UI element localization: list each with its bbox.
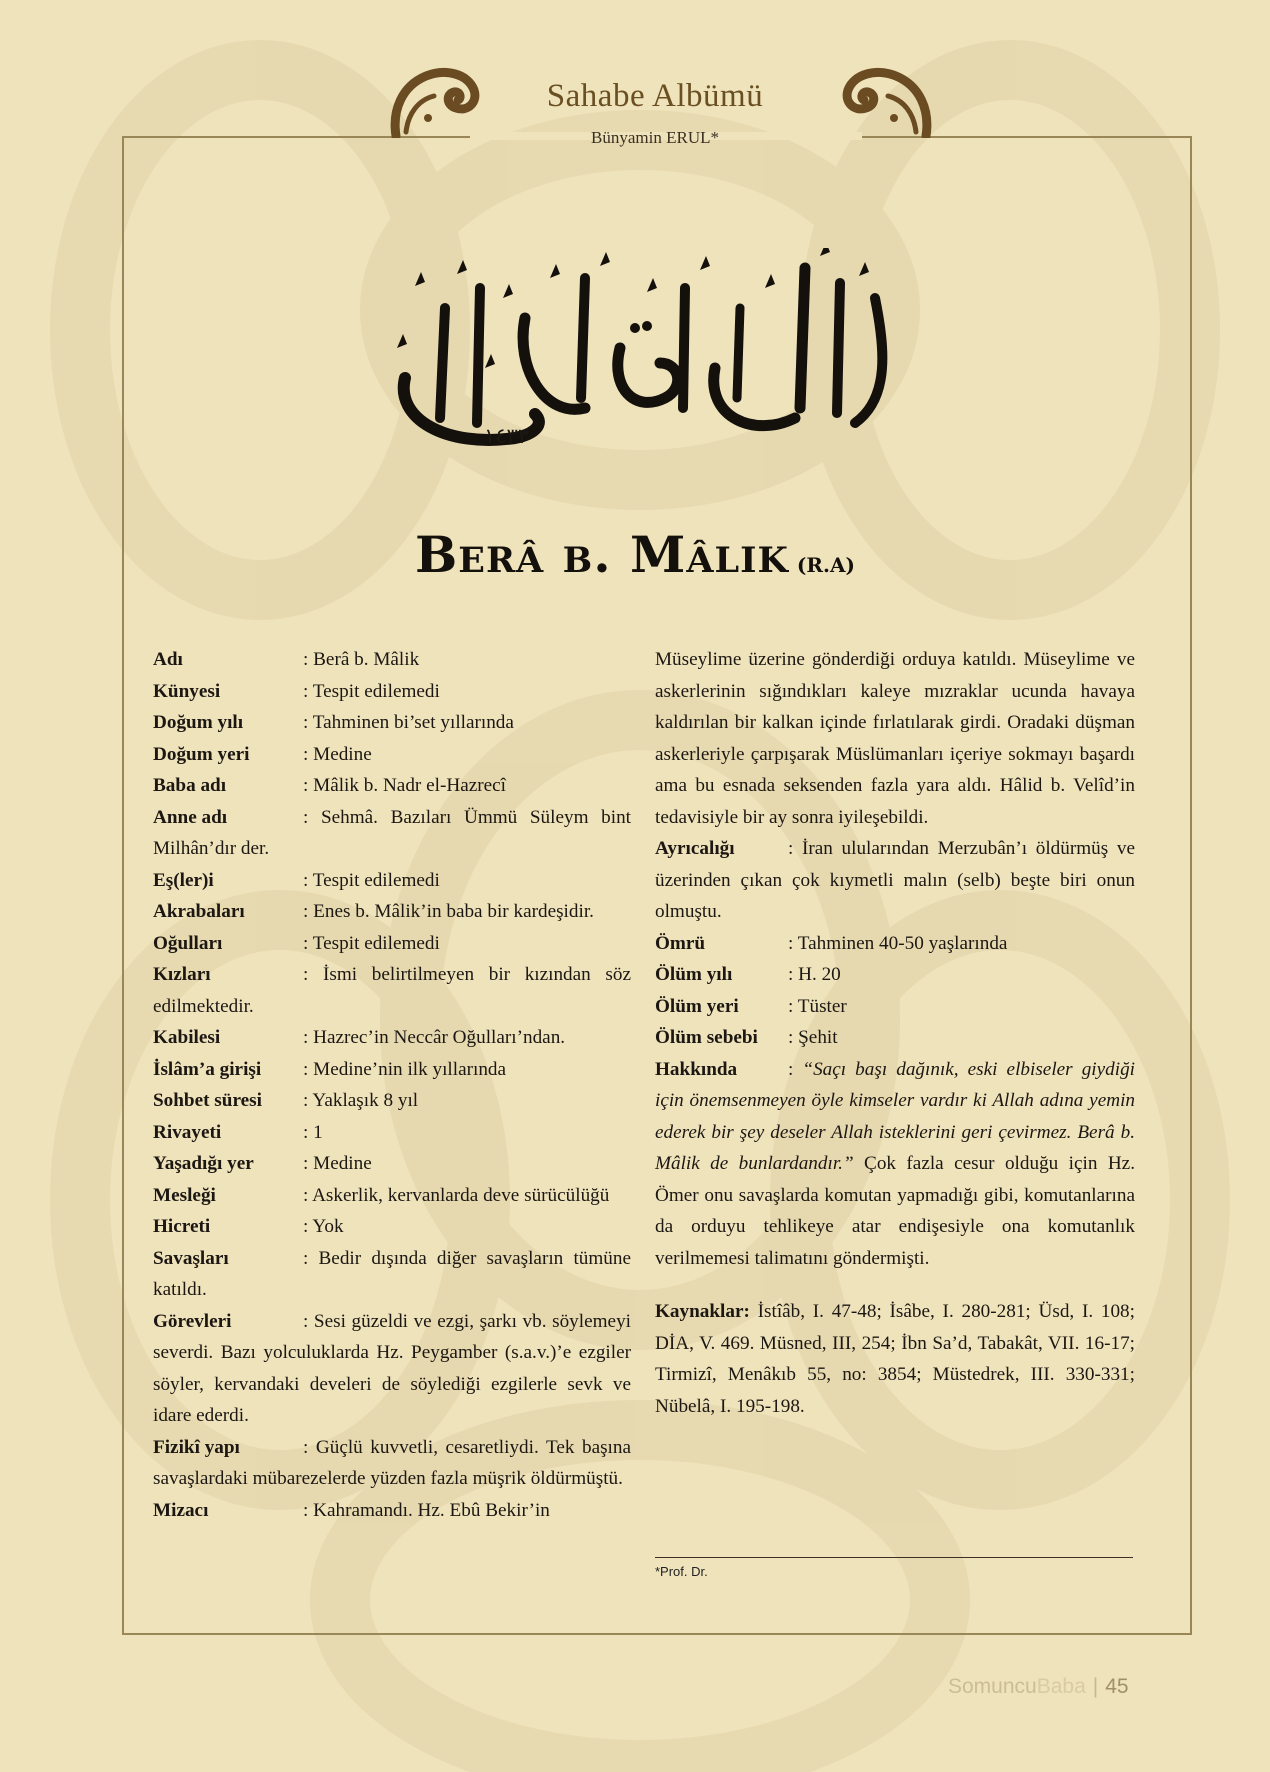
info-value: : Bedir dışında diğer savaşların tümüne katıldı.	[153, 1247, 631, 1300]
info-entry	[153, 739, 631, 771]
footer-brand	[948, 1675, 1129, 1699]
info-entry	[153, 802, 631, 865]
info-label: Akrabaları	[153, 901, 245, 922]
info-value: : Tüster	[788, 995, 847, 1017]
info-label: Anne adı	[153, 806, 228, 828]
info-label: Adı	[153, 649, 183, 670]
left-column	[153, 644, 631, 1526]
info-value: : Medine	[303, 743, 372, 765]
info-entry	[153, 1495, 631, 1527]
info-value: : Tespit edilemedi	[303, 680, 440, 702]
about-colon: :	[788, 1058, 803, 1080]
info-entry	[655, 833, 1135, 928]
author-name: Bünyamin ERUL*	[591, 128, 719, 147]
info-entry	[153, 1022, 631, 1054]
info-entry	[153, 1306, 631, 1432]
info-value: : Tahminen 40-50 yaşlarında	[788, 932, 1008, 954]
info-value: : Hazrec’in Neccâr Oğulları’ndan.	[303, 1027, 566, 1048]
page-number: 45	[1105, 1675, 1129, 1698]
sources-entry	[655, 1296, 1135, 1422]
info-entry	[655, 959, 1135, 991]
info-value: : Tespit edilemedi	[303, 869, 440, 891]
about-quote: “Saçı başı dağınık, eski elbiseler giydiği için önemsenmeyen öyle kimseler vardır ki Allah adına yemin ederek bir şey deseler Allah isteklerini geri çevirmez. Berâ b. Mâlik de bunlardandır.”	[655, 1058, 1135, 1174]
info-value: : Sehmâ. Bazıları Ümmü Süleym bint Milhân’dır der.	[153, 806, 631, 859]
about-text: Çok fazla cesur olduğu için Hz. Ömer onu savaşlarda komutan yapmadığı gibi, komutanlarına da orduyu tehlikeye atar endişesiyle ona komutanlık verilmemesi talimatını göndermişti.	[655, 1153, 1135, 1269]
arabic-calligraphy-image	[385, 248, 905, 468]
calligraphy-date-numerals: ١٤٣٣	[484, 424, 530, 448]
footnote: *Prof. Dr.	[655, 1564, 708, 1579]
info-value: : Şehit	[788, 1027, 838, 1048]
info-label: Ayrıcalığı	[655, 838, 735, 859]
section-title: Sahabe Albümü	[546, 78, 764, 114]
info-value: : Sesi güzeldi ve ezgi, şarkı vb. söylemeyi severdi. Bazı yolculuklarda Hz. Peygamber (s.a.v.)’e ezgiler söyler, kervandaki develeri de söylediği ezgilerle sevk ve idare ederdi.	[153, 1310, 631, 1426]
info-label: Ölüm yılı	[655, 964, 733, 985]
info-label: Görevleri	[153, 1310, 232, 1332]
info-value: : H. 20	[788, 964, 841, 985]
info-value: : Askerlik, kervanlarda deve sürücülüğü	[303, 1184, 610, 1206]
title-honorific: (R.A)	[796, 553, 855, 577]
info-entry	[655, 991, 1135, 1023]
about-label: Hakkında	[655, 1058, 738, 1080]
about-entry	[655, 1054, 1135, 1275]
info-entry	[153, 1432, 631, 1495]
info-label: Baba adı	[153, 775, 227, 796]
info-entry	[153, 928, 631, 960]
info-label: Yaşadığı yer	[153, 1153, 254, 1174]
info-entry	[153, 1085, 631, 1117]
footnote-divider	[655, 1557, 1133, 1558]
info-entry	[153, 707, 631, 739]
info-value: : Tahminen bi’set yıllarında	[303, 712, 514, 733]
info-value: : Yok	[303, 1216, 344, 1237]
info-label: İslâm’a girişi	[153, 1058, 262, 1080]
page-title	[200, 525, 1070, 584]
brand-part-b: Baba	[1036, 1675, 1086, 1698]
info-entry	[153, 1243, 631, 1306]
info-value: : İsmi belirtilmeyen bir kızından söz edilmektedir.	[153, 964, 631, 1017]
info-value: : Enes b. Mâlik’in baba bir kardeşidir.	[303, 901, 594, 922]
info-label: Ölüm sebebi	[655, 1027, 758, 1048]
sources-label: Kaynaklar:	[655, 1301, 750, 1322]
info-label: Mesleği	[153, 1184, 216, 1206]
right-column-continuation: Müseylime üzerine gönderdiği orduya katıldı. Müseylime ve askerlerinin sığındıkları kaleye mızraklar ucunda havaya kaldırılan bir kalkan içinde fırlatılarak girdi. Oradaki düşman askerleriyle çarpışarak Müslümanları içeriye sokmayı başardı ama bu esnada seksenden fazla yara aldı. Hâlid b. Velîd’in tedavisiyle bir ay sonra iyileşebildi.	[655, 649, 1135, 828]
info-entry	[153, 1054, 631, 1086]
info-entry	[655, 928, 1135, 960]
info-value: : Güçlü kuvvetli, cesaretliydi. Tek başına savaşlardaki mübarezelerde yüzden fazla müşrik öldürmüştü.	[153, 1436, 631, 1489]
info-value: : Medine	[303, 1153, 372, 1174]
info-entry	[153, 770, 631, 802]
info-label: Oğulları	[153, 932, 223, 954]
info-label: Doğum yeri	[153, 743, 250, 765]
info-entry	[153, 1117, 631, 1149]
info-label: Künyesi	[153, 680, 221, 702]
info-label: Ölüm yeri	[655, 995, 739, 1017]
info-entry	[153, 865, 631, 897]
info-label: Fizikî yapı	[153, 1436, 240, 1458]
info-entry	[153, 644, 631, 676]
info-label: Rivayeti	[153, 1121, 222, 1143]
info-label: Kızları	[153, 964, 211, 985]
info-entry	[153, 1180, 631, 1212]
info-value: : Tespit edilemedi	[303, 932, 440, 954]
info-label: Kabilesi	[153, 1027, 221, 1048]
sources-text: İstîâb, I. 47-48; İsâbe, I. 280-281; Üsd, I. 108; DİA, V. 469. Müsned, III, 254; İbn Sa’d, Tabakât, VII. 16-17; Tirmizî, Menâkıb 55, no: 3854; Müstedrek, III. 330-331; Nübelâ, I. 195-198.	[655, 1301, 1135, 1417]
info-label: Doğum yılı	[153, 712, 244, 733]
info-value: : İran ulularından Merzubân’ı öldürmüş ve üzerinden çıkan çok kıymetli malın (selb) beşte biri onun olmuştu.	[655, 838, 1135, 922]
info-entry	[153, 896, 631, 928]
info-label: Sohbet süresi	[153, 1090, 262, 1111]
info-entry	[153, 1148, 631, 1180]
right-column	[655, 644, 1135, 1422]
info-label: Savaşları	[153, 1247, 229, 1269]
info-entry	[153, 676, 631, 708]
info-label: Ömrü	[655, 932, 706, 954]
info-value: : Kahramandı. Hz. Ebû Bekir’in	[303, 1499, 550, 1521]
info-entry	[655, 1022, 1135, 1054]
info-label: Eş(ler)i	[153, 869, 214, 891]
info-entry	[153, 1211, 631, 1243]
info-value: : Yaklaşık 8 yıl	[303, 1090, 419, 1111]
info-value: : Mâlik b. Nadr el-Hazrecî	[303, 775, 506, 796]
brand-part-a: Somuncu	[948, 1675, 1037, 1698]
footer-separator: |	[1092, 1675, 1099, 1698]
info-label: Hicreti	[153, 1216, 211, 1237]
info-value: : Medine’nin ilk yıllarında	[303, 1058, 507, 1080]
companion-name: Berâ b. Mâlik	[415, 525, 789, 584]
info-value: : 1	[303, 1121, 323, 1143]
info-value: : Berâ b. Mâlik	[303, 649, 420, 670]
info-entry	[153, 959, 631, 1022]
info-label: Mizacı	[153, 1499, 209, 1521]
